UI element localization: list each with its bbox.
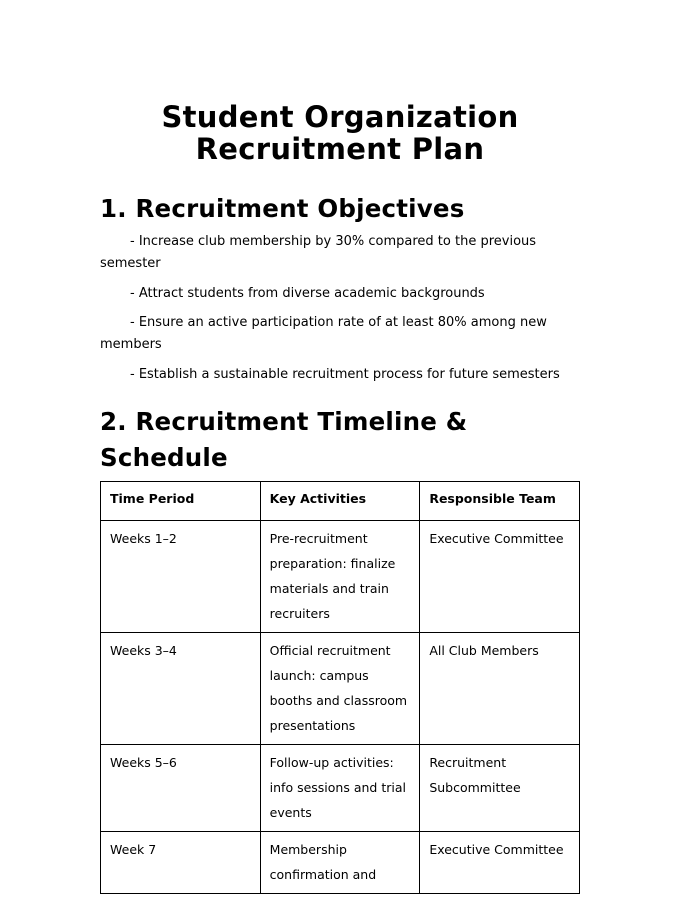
objective-item: - Attract students from diverse academic backgrounds: [130, 285, 485, 301]
table-cell-responsible-team: Executive Committee: [420, 520, 580, 632]
table-row: [101, 744, 580, 831]
table-cell-key-activities: Pre-recruitment preparation: finalize materials and train recruiters: [260, 520, 420, 632]
column-header-key-activities: Key Activities: [260, 481, 420, 520]
table-cell-key-activities: Follow-up activities: info sessions and trial events: [260, 744, 420, 831]
table-cell-key-activities: Official recruitment launch: campus booths and classroom presentations: [260, 632, 420, 744]
table-cell-responsible-team: Recruitment Subcommittee: [420, 744, 580, 831]
title-line-2: Recruitment Plan: [195, 132, 485, 166]
objective-item: - Establish a sustainable recruitment process for future semesters: [130, 366, 560, 382]
column-header-time-period: Time Period: [101, 481, 261, 520]
table-cell-responsible-team: All Club Members: [420, 632, 580, 744]
title-line-1: Student Organization: [161, 100, 519, 134]
table-cell-time-period: Weeks 3–4: [101, 632, 261, 744]
section-heading-timeline: 2. Recruitment Timeline & Schedule: [100, 406, 468, 472]
table-row: [101, 632, 580, 744]
table-cell-time-period: Weeks 1–2: [101, 520, 261, 632]
table-row: [101, 520, 580, 632]
objective-item: - Ensure an active participation rate of at least 80% among new members: [100, 315, 547, 352]
objectives-list: [100, 231, 580, 386]
table-cell-time-period: Weeks 5–6: [101, 744, 261, 831]
table-header-row: [101, 481, 580, 520]
table-cell-time-period: Week 7: [101, 831, 261, 893]
column-header-responsible-team: Responsible Team: [420, 481, 580, 520]
document-title: [100, 0, 580, 165]
table-row: [101, 831, 580, 893]
table-cell-responsible-team: Executive Committee: [420, 831, 580, 893]
timeline-table: [100, 481, 580, 894]
table-cell-key-activities: Membership confirmation and: [260, 831, 420, 893]
objective-item: - Increase club membership by 30% compared to the previous semester: [100, 234, 537, 271]
document-page: [100, 0, 580, 894]
section-heading-objectives: 1. Recruitment Objectives: [100, 194, 465, 223]
